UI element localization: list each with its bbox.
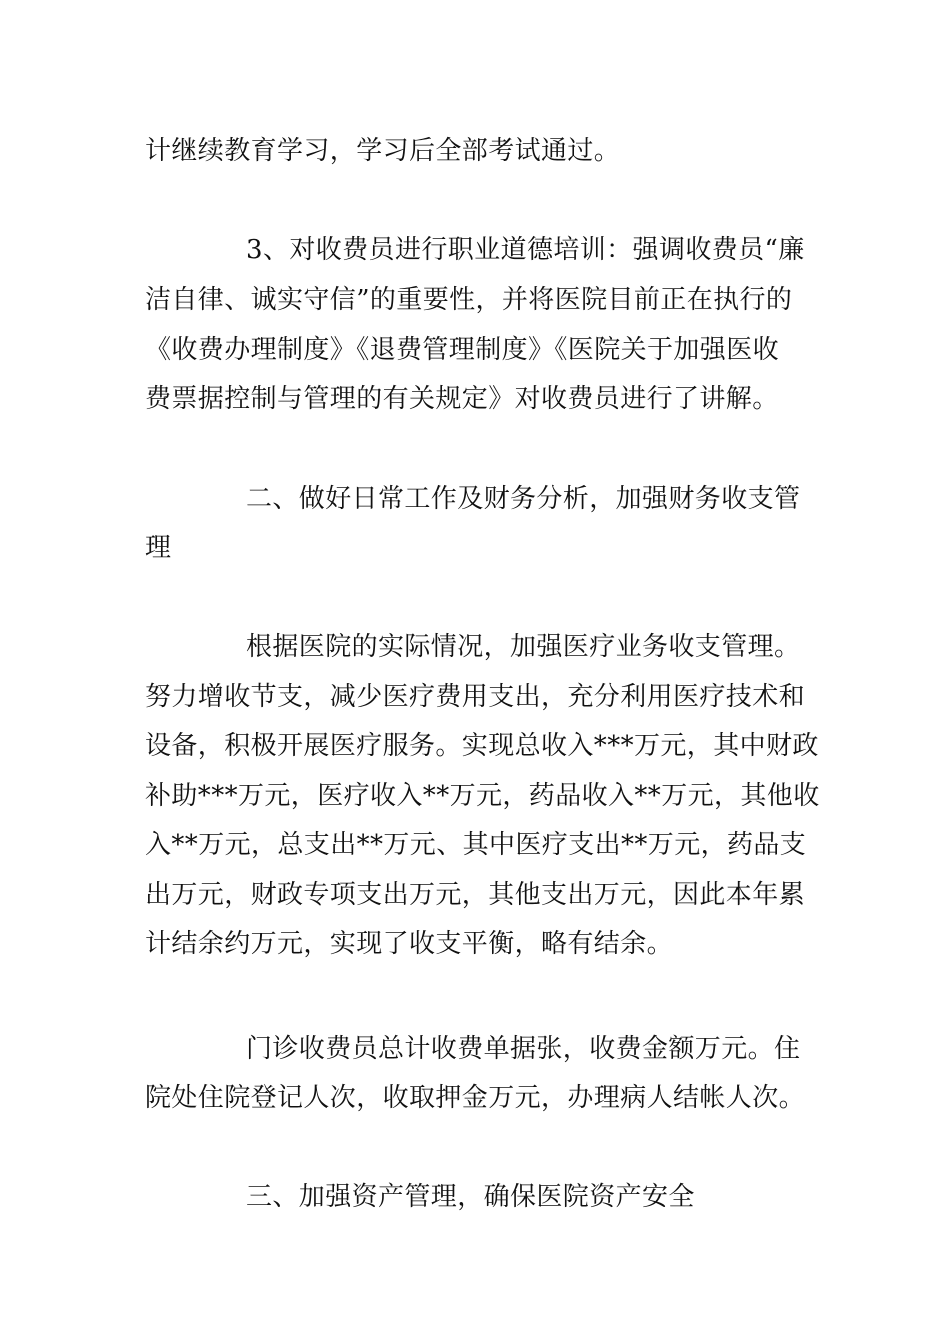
section-heading: 理	[145, 533, 172, 563]
paragraph-line: 计结余约万元，实现了收支平衡，略有结余。	[145, 929, 674, 959]
paragraph-line: 根据医院的实际情况，加强医疗业务收支管理。	[246, 632, 801, 662]
paragraph-line: 3、对收费员进行职业道德培训：强调收费员“廉	[246, 235, 805, 265]
section-heading: 三、加强资产管理，确保医院资产安全	[246, 1182, 695, 1212]
paragraph-line: 出万元，财政专项支出万元，其他支出万元，因此本年累	[145, 880, 806, 910]
paragraph-line: 设备，积极开展医疗服务。实现总收入***万元，其中财政	[145, 731, 819, 761]
paragraph-line: 洁自律、诚实守信”的重要性，并将医院目前正在执行的	[145, 285, 793, 315]
paragraph-line: 入**万元，总支出**万元、其中医疗支出**万元，药品支	[145, 830, 807, 860]
paragraph-line: 补助***万元，医疗收入**万元，药品收入**万元，其他收	[145, 781, 820, 811]
paragraph-line: 计继续教育学习，学习后全部考试通过。	[145, 136, 621, 166]
paragraph-line: 门诊收费员总计收费单据张，收费金额万元。住	[246, 1034, 801, 1064]
paragraph-line: 费票据控制与管理的有关规定》对收费员进行了讲解。	[145, 384, 779, 414]
section-heading: 二、做好日常工作及财务分析，加强财务收支管	[246, 484, 801, 514]
paragraph-line: 努力增收节支，减少医疗费用支出，充分利用医疗技术和	[145, 682, 806, 712]
paragraph-line: 《收费办理制度》《退费管理制度》《医院关于加强医收	[145, 335, 780, 365]
paragraph-line: 院处住院登记人次，收取押金万元，办理病人结帐人次。	[145, 1083, 806, 1113]
